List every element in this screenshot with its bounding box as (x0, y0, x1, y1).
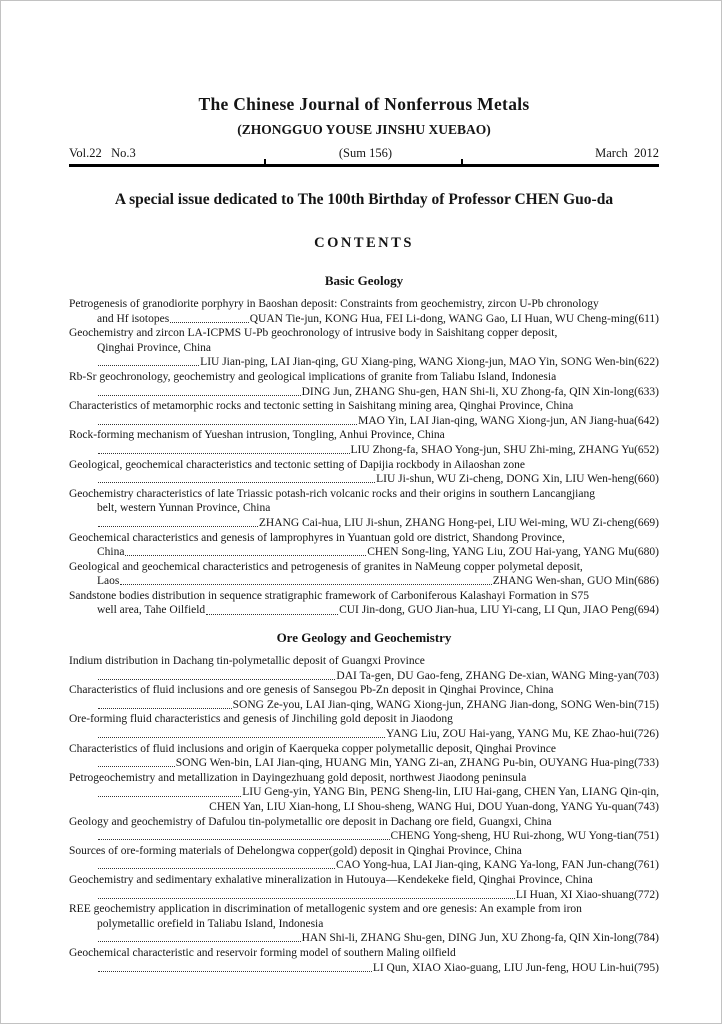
toc-entry (69, 844, 659, 873)
toc-line (69, 355, 659, 370)
toc-line (69, 946, 659, 961)
toc-entry (69, 946, 659, 975)
toc-entry (69, 326, 659, 370)
toc-title-text: Rock-forming mechanism of Yueshan intrusion, Tongling, Anhui Province, China (69, 429, 445, 442)
toc-line (69, 443, 659, 458)
toc-authors-page: LIU Geng-yin, YANG Bin, PENG Sheng-lin, LIU Hai-gang, CHEN Yan, LIANG Qin-qin, (242, 786, 659, 799)
toc-line (69, 785, 659, 800)
toc-entry (69, 873, 659, 902)
leader-dots (98, 526, 258, 527)
toc-authors-page: CHEN Yan, LIU Xian-hong, LI Shou-sheng, WANG Hui, DOU Yuan-dong, YANG Yu-quan(743) (209, 801, 659, 813)
toc-title-text: Sandstone bodies distribution in sequence stratigraphic framework of Carboniferous Kalashayi Formation in S75 (69, 589, 589, 602)
toc-title-text: Characteristics of fluid inclusions and origin of Kaerqueka copper polymetallic deposit, Qinghai Province (69, 742, 557, 755)
toc-title-text: Qinghai Province, China (97, 341, 212, 354)
toc-line (69, 341, 659, 356)
toc-authors-page: ZHANG Cai-hua, LIU Ji-shun, ZHANG Hong-pei, LIU Wei-ming, WU Zi-cheng(669) (258, 516, 659, 529)
journal-subtitle: (ZHONGGUO YOUSE JINSHU XUEBAO) (237, 122, 491, 137)
toc-authors-page: SONG Ze-you, LAI Jian-qing, WANG Xiong-jun, ZHANG Jian-dong, SONG Wen-bin(715) (232, 698, 659, 711)
toc-line (69, 931, 659, 946)
leader-dots (98, 365, 199, 366)
toc-line (69, 574, 659, 589)
toc-entry (69, 654, 659, 683)
toc-entry (69, 771, 659, 815)
toc-authors-page: LI Huan, XI Xiao-shuang(772) (515, 888, 659, 901)
header-rule-tick (264, 159, 266, 164)
toc-entry (69, 589, 659, 618)
publication-date: March 2012 (595, 146, 659, 160)
toc-entry (69, 560, 659, 589)
toc-authors-page: LIU Jian-ping, LAI Jian-qing, GU Xiang-ping, WANG Xiong-jun, MAO Yin, SONG Wen-bin(622) (200, 356, 659, 369)
toc-authors-page: YANG Liu, ZOU Hai-yang, YANG Mu, KE Zhao-hui(726) (386, 728, 659, 741)
sum-number: (Sum 156) (338, 146, 393, 160)
leader-dots (98, 971, 372, 972)
toc-authors-page: LIU Zhong-fa, SHAO Yong-jun, SHU Zhi-ming, ZHANG Yu(652) (350, 443, 659, 456)
toc-entry (69, 297, 659, 326)
leader-dots (98, 941, 301, 942)
toc-line (69, 501, 659, 516)
header-rule (69, 164, 659, 167)
toc-title-text: Indium distribution in Dachang tin-polymetallic deposit of Guangxi Province (69, 655, 425, 668)
toc-line (69, 800, 659, 815)
toc-title-text: and Hf isotopes (97, 312, 170, 325)
toc-line (69, 516, 659, 531)
toc-title-text: Rb-Sr geochronology, geochemistry and geological implications of granite from Taliabu Island, Indonesia (69, 370, 557, 383)
leader-dots (98, 839, 390, 840)
toc-title-text: China (97, 546, 125, 559)
toc-title-text: Geological, geochemical characteristics and tectonic setting of Dapijia rockbody in Ailaoshan zone (69, 458, 526, 471)
leader-dots (98, 424, 357, 425)
toc-authors-page: CHENG Yong-sheng, HU Rui-zhong, WU Yong-tian(751) (390, 830, 659, 843)
toc-authors-page: CUI Jin-dong, GUO Jian-hua, LIU Yi-cang, LI Qun, JIAO Peng(694) (339, 604, 659, 617)
header-rule-tick (461, 159, 463, 164)
toc-title-text: Petrogenesis of granodiorite porphyry in Baoshan deposit: Constraints from geochemistry, zircon U-Pb chronology (69, 298, 599, 310)
toc-line (69, 844, 659, 859)
toc-section (69, 630, 659, 975)
toc-line (69, 654, 659, 669)
leader-dots (170, 322, 249, 323)
toc-line (69, 698, 659, 713)
toc-section (69, 273, 659, 618)
toc-title-text: Characteristics of fluid inclusions and ore genesis of Sansegou Pb-Zn deposit in Qinghai Province, China (69, 684, 554, 697)
toc-line (69, 472, 659, 487)
toc-authors-page: SONG Wen-bin, LAI Jian-qing, HUANG Min, YANG Zi-an, ZHANG Pu-bin, OUYANG Hua-ping(733) (175, 757, 659, 770)
toc-authors-page: DAI Ta-gen, DU Gao-feng, ZHANG De-xian, WANG Ming-yan(703) (336, 669, 659, 682)
toc-title-text: REE geochemistry application in discrimination of metallogenic system and ore genesis: An example from iron (69, 903, 582, 916)
volume-issue: Vol.22 No.3 (69, 146, 136, 160)
toc-line (69, 560, 659, 575)
leader-dots (98, 708, 232, 709)
toc-entry (69, 531, 659, 560)
leader-dots (98, 453, 350, 454)
toc-authors-page: MAO Yin, LAI Jian-qing, WANG Xiong-jun, AN Jiang-hua(642) (358, 414, 659, 427)
toc-entry (69, 458, 659, 487)
toc-authors-page: LI Qun, XIAO Xiao-guang, LIU Jun-feng, HOU Lin-hui(795) (372, 961, 659, 974)
toc-title-text: polymetallic orefield in Taliabu Island, Indonesia (97, 917, 324, 930)
journal-title: The Chinese Journal of Nonferrous Metals (198, 94, 530, 114)
toc-line (69, 531, 659, 546)
toc-line (69, 712, 659, 727)
toc-line (69, 829, 659, 844)
toc-line (69, 902, 659, 917)
toc-authors-page: QUAN Tie-jun, KONG Hua, FEI Li-dong, WANG Gao, LI Huan, WU Cheng-ming(611) (249, 312, 659, 325)
toc-entry (69, 487, 659, 531)
toc-title-text: Laos (97, 575, 120, 588)
toc-entry (69, 370, 659, 399)
page-content (1, 1, 721, 975)
toc-authors-page: ZHANG Wen-shan, GUO Min(686) (492, 575, 659, 588)
toc-title-text: Petrogeochemistry and metallization in Dayingezhuang gold deposit, northwest Jiaodong peninsula (69, 771, 527, 784)
issue-info-row (69, 146, 659, 161)
toc-authors-page: HAN Shi-li, ZHANG Shu-gen, DING Jun, XU Zhong-fa, QIN Xin-long(784) (301, 932, 659, 945)
toc-authors-page: CHEN Song-ling, YANG Liu, ZOU Hai-yang, YANG Mu(680) (367, 546, 659, 559)
toc-line (69, 858, 659, 873)
toc-entry (69, 712, 659, 741)
leader-dots (98, 737, 385, 738)
toc-line (69, 487, 659, 502)
toc-entry (69, 683, 659, 712)
special-issue-title: A special issue dedicated to The 100th Birthday of Professor CHEN Guo-da (114, 191, 614, 208)
toc-line (69, 385, 659, 400)
leader-dots (98, 482, 375, 483)
toc-title-text: Geological and geochemical characteristics and petrogenesis of granites in NaMeung copper polymetal deposit, (69, 560, 583, 573)
contents-sections (69, 273, 659, 975)
toc-line (69, 326, 659, 341)
toc-line (69, 888, 659, 903)
toc-line (69, 297, 659, 312)
leader-dots (98, 766, 175, 767)
toc-title-text: Sources of ore-forming materials of Dehelongwa copper(gold) deposit in Qinghai Province, China (69, 844, 522, 857)
toc-line (69, 603, 659, 618)
section-heading: Basic Geology (324, 273, 404, 288)
toc-line (69, 545, 659, 560)
toc-line (69, 414, 659, 429)
toc-title-text: belt, western Yunnan Province, China (97, 502, 271, 515)
toc-authors-page: CAO Yong-hua, LAI Jian-qing, KANG Ya-long, FAN Jun-chang(761) (335, 859, 659, 872)
leader-dots (98, 679, 335, 680)
toc-authors-page: LIU Ji-shun, WU Zi-cheng, DONG Xin, LIU Wen-heng(660) (376, 473, 659, 486)
section-heading: Ore Geology and Geochemistry (276, 630, 452, 646)
toc-title-text: Geochemistry and sedimentary exhalative mineralization in Hutouya—Kendekeke field, Qinghai Province, China (69, 873, 593, 886)
toc-entry (69, 428, 659, 457)
toc-line (69, 589, 659, 604)
toc-line (69, 669, 659, 684)
toc-entry (69, 399, 659, 428)
toc-line (69, 312, 659, 327)
toc-title-text: Characteristics of metamorphic rocks and tectonic setting in Saishitang mining area, Qinghai Province, China (69, 400, 574, 413)
toc-line (69, 399, 659, 414)
toc-line (69, 683, 659, 698)
leader-dots (206, 614, 338, 615)
toc-entry (69, 742, 659, 771)
contents-heading: CONTENTS (314, 235, 414, 251)
leader-dots (98, 898, 515, 899)
toc-line (69, 742, 659, 757)
leader-dots (120, 584, 491, 585)
leader-dots (98, 868, 335, 869)
toc-entry (69, 902, 659, 946)
toc-line (69, 370, 659, 385)
toc-line (69, 961, 659, 976)
toc-line (69, 815, 659, 830)
toc-title-text: Geochemical characteristic and reservoir forming model of southern Maling oilfield (69, 946, 456, 959)
toc-title-text: well area, Tahe Oilfield (97, 604, 206, 617)
toc-line (69, 771, 659, 786)
toc-line (69, 873, 659, 888)
toc-entry (69, 815, 659, 844)
toc-title-text: Geology and geochemistry of Dafulou tin-polymetallic ore deposit in Dachang ore field, Guangxi, China (69, 815, 552, 828)
toc-line (69, 727, 659, 742)
leader-dots (98, 395, 301, 396)
toc-title-text: Ore-forming fluid characteristics and genesis of Jinchiling gold deposit in Jiaodong (69, 713, 453, 726)
toc-line (69, 458, 659, 473)
toc-authors-page: DING Jun, ZHANG Shu-gen, HAN Shi-li, XU Zhong-fa, QIN Xin-long(633) (301, 385, 659, 398)
toc-line (69, 428, 659, 443)
leader-dots (98, 796, 241, 797)
toc-line (69, 756, 659, 771)
toc-title-text: Geochemical characteristics and genesis of lamprophyres in Yuantuan gold ore district, Shandong Province, (69, 531, 565, 544)
leader-dots (125, 555, 366, 556)
toc-line (69, 917, 659, 932)
toc-title-text: Geochemistry and zircon LA-ICPMS U-Pb geochronology of intrusive body in Saishitang copper deposit, (69, 327, 558, 340)
toc-title-text: Geochemistry characteristics of late Triassic potash-rich volcanic rocks and their origins in southern Lancangjiang (69, 487, 595, 500)
